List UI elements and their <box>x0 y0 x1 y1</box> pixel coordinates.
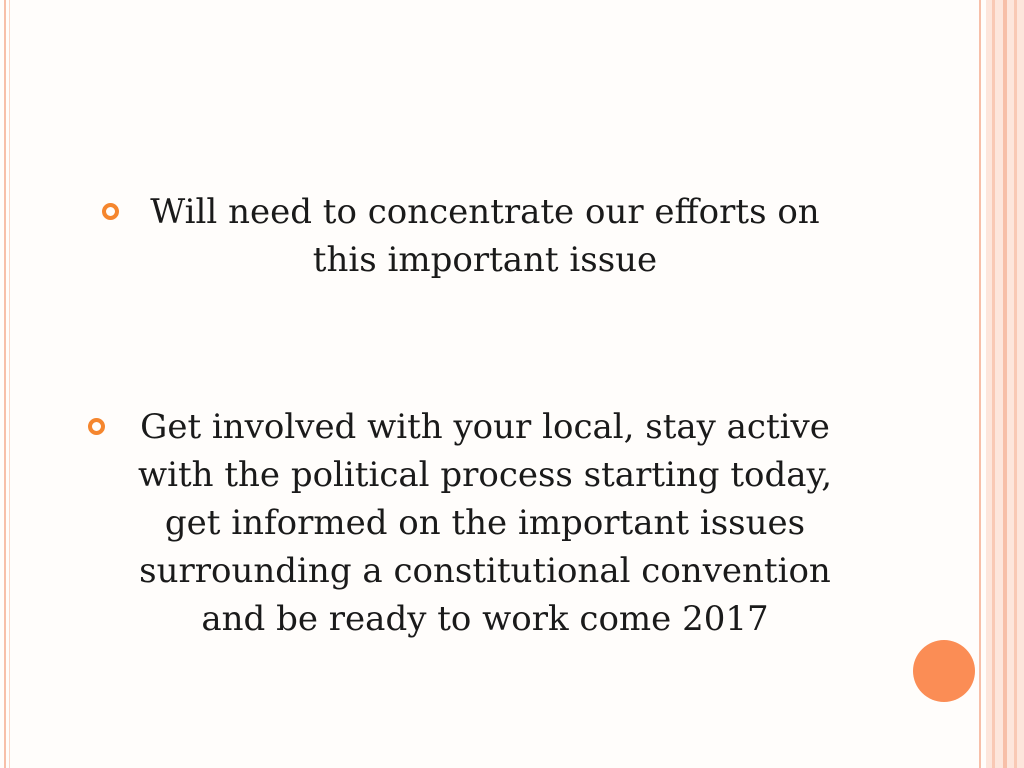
frame-right-line <box>1003 0 1007 768</box>
orange-circle-icon <box>913 640 975 702</box>
bullet-icon <box>102 203 119 220</box>
bullet-text: Will need to concentrate our efforts on this important issue <box>150 192 820 280</box>
frame-left-line <box>4 0 6 768</box>
frame-left-thin-line <box>9 0 10 768</box>
bullet-text: Get involved with your local, stay active with the political process starting today, get informed on the important issues surrounding a constitutional convention and be ready to work come 2017 <box>137 407 832 639</box>
frame-right-line <box>1014 0 1017 768</box>
frame-right-line <box>992 0 995 768</box>
frame-right-line <box>979 0 981 768</box>
bullet-icon <box>88 418 105 435</box>
